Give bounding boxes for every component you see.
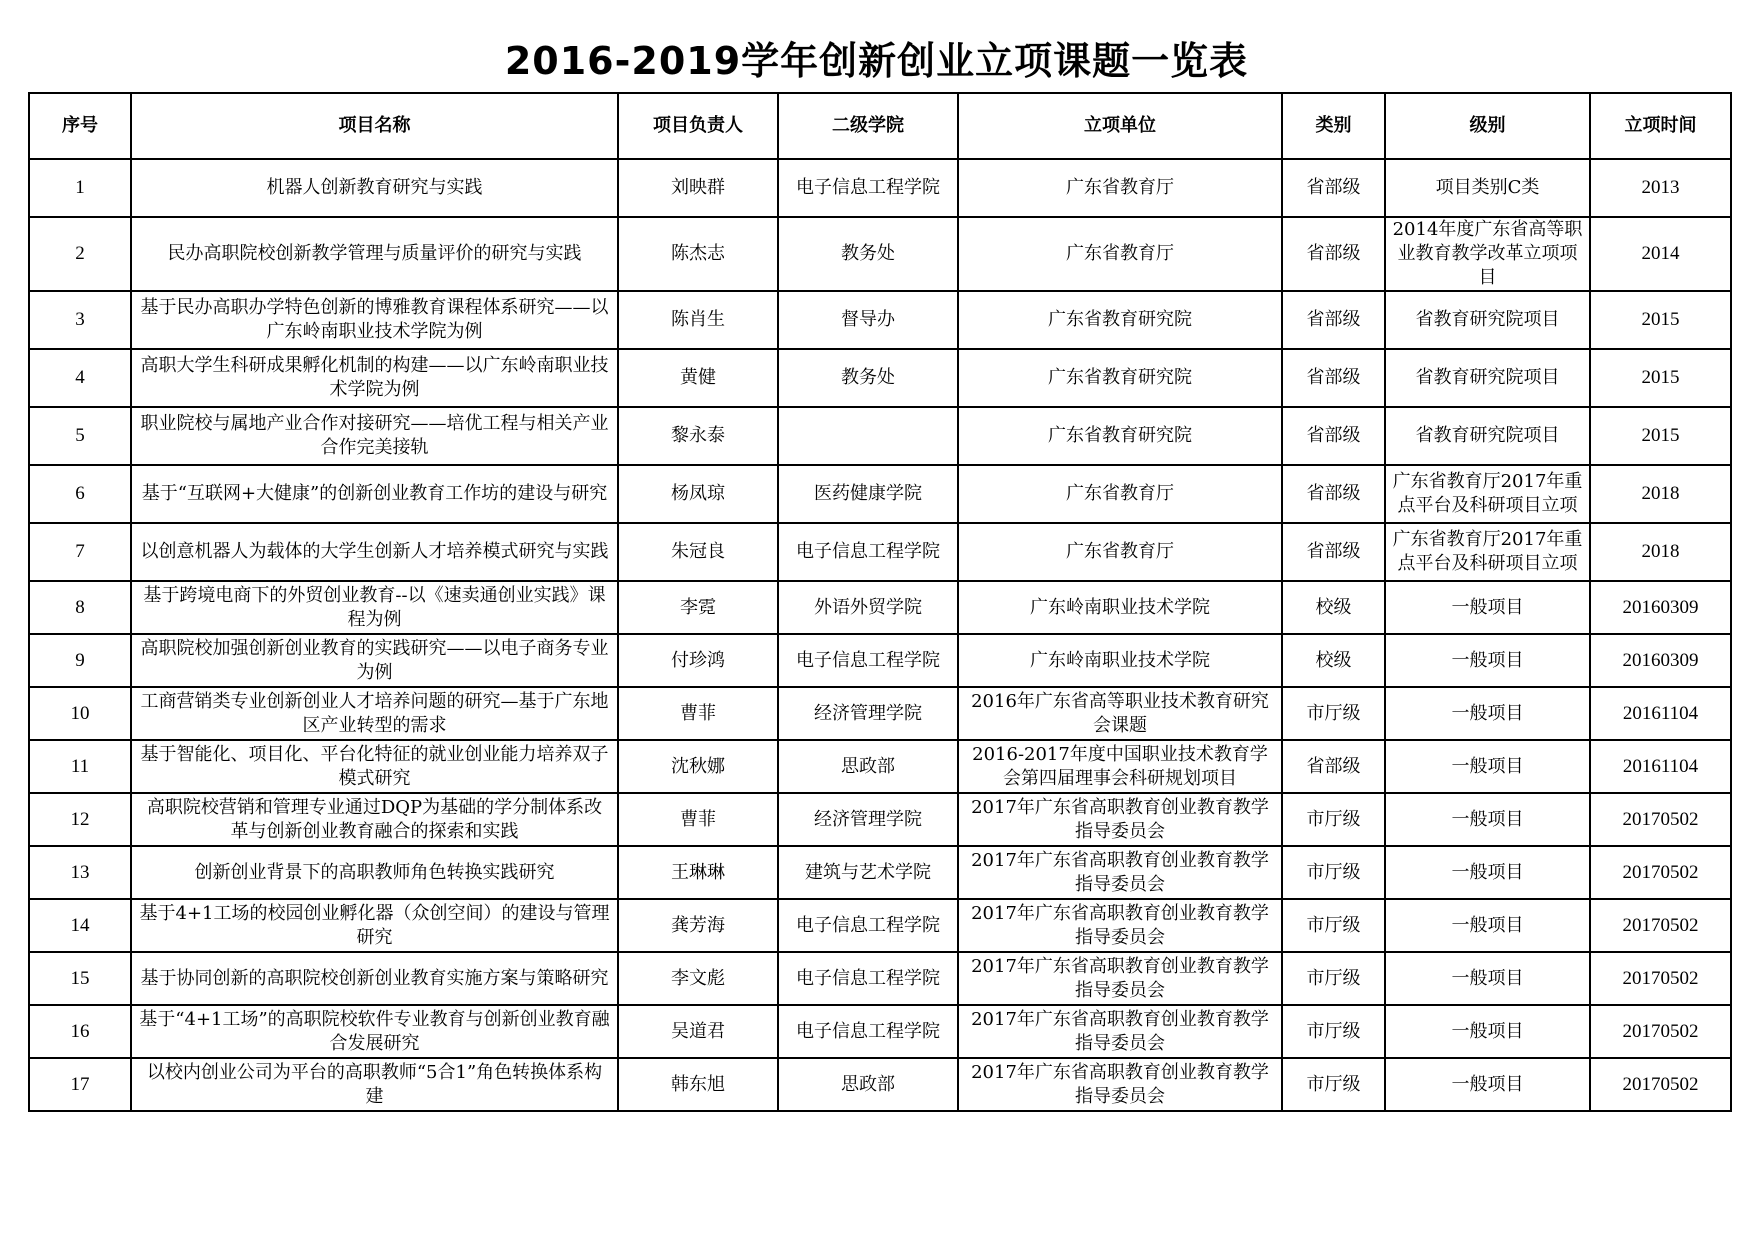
cell-date: 2014 — [1590, 217, 1731, 291]
cell-unit: 2017年广东省高职教育创业教育教学指导委员会 — [958, 899, 1282, 952]
header-row — [29, 93, 1731, 159]
table-body — [29, 159, 1731, 1111]
header-level: 级别 — [1385, 93, 1590, 159]
cell-unit: 2016年广东省高等职业技术教育研究会课题 — [958, 687, 1282, 740]
cell-date: 20170502 — [1590, 1005, 1731, 1058]
cell-unit: 2017年广东省高职教育创业教育教学指导委员会 — [958, 846, 1282, 899]
header-leader: 项目负责人 — [618, 93, 778, 159]
cell-level: 省教育研究院项目 — [1385, 407, 1590, 465]
table-row — [29, 687, 1731, 740]
cell-category: 省部级 — [1282, 407, 1385, 465]
cell-index: 17 — [29, 1058, 131, 1111]
cell-date: 2015 — [1590, 407, 1731, 465]
cell-unit: 2017年广东省高职教育创业教育教学指导委员会 — [958, 1005, 1282, 1058]
project-table — [28, 92, 1732, 1112]
cell-leader: 陈杰志 — [618, 217, 778, 291]
cell-unit: 2017年广东省高职教育创业教育教学指导委员会 — [958, 952, 1282, 1005]
cell-level: 一般项目 — [1385, 952, 1590, 1005]
cell-unit: 广东省教育研究院 — [958, 407, 1282, 465]
header-college: 二级学院 — [778, 93, 958, 159]
cell-leader: 朱冠良 — [618, 523, 778, 581]
table-row — [29, 1058, 1731, 1111]
cell-leader: 杨凤琼 — [618, 465, 778, 523]
cell-college: 医药健康学院 — [778, 465, 958, 523]
cell-leader: 韩东旭 — [618, 1058, 778, 1111]
cell-date: 20170502 — [1590, 793, 1731, 846]
cell-college: 教务处 — [778, 349, 958, 407]
table-row — [29, 740, 1731, 793]
cell-date: 20160309 — [1590, 581, 1731, 634]
cell-leader: 刘映群 — [618, 159, 778, 217]
cell-date: 20170502 — [1590, 899, 1731, 952]
table-row — [29, 581, 1731, 634]
cell-category: 省部级 — [1282, 740, 1385, 793]
cell-unit: 2017年广东省高职教育创业教育教学指导委员会 — [958, 793, 1282, 846]
cell-index: 16 — [29, 1005, 131, 1058]
cell-unit: 广东岭南职业技术学院 — [958, 634, 1282, 687]
cell-unit: 广东省教育研究院 — [958, 349, 1282, 407]
table-row — [29, 1005, 1731, 1058]
cell-level: 一般项目 — [1385, 581, 1590, 634]
cell-date: 20161104 — [1590, 687, 1731, 740]
cell-college: 电子信息工程学院 — [778, 1005, 958, 1058]
cell-project-name: 基于协同创新的高职院校创新创业教育实施方案与策略研究 — [131, 952, 618, 1005]
cell-level: 省教育研究院项目 — [1385, 291, 1590, 349]
table-row — [29, 217, 1731, 291]
cell-date: 2018 — [1590, 465, 1731, 523]
cell-category: 市厅级 — [1282, 1058, 1385, 1111]
cell-project-name: 民办高职院校创新教学管理与质量评价的研究与实践 — [131, 217, 618, 291]
cell-unit: 广东岭南职业技术学院 — [958, 581, 1282, 634]
cell-level: 广东省教育厅2017年重点平台及科研项目立项 — [1385, 465, 1590, 523]
cell-date: 2015 — [1590, 291, 1731, 349]
cell-college: 思政部 — [778, 740, 958, 793]
cell-category: 市厅级 — [1282, 1005, 1385, 1058]
cell-project-name: 基于智能化、项目化、平台化特征的就业创业能力培养双子模式研究 — [131, 740, 618, 793]
cell-index: 3 — [29, 291, 131, 349]
table-row — [29, 465, 1731, 523]
cell-project-name: 基于4+1工场的校园创业孵化器（众创空间）的建设与管理研究 — [131, 899, 618, 952]
cell-category: 省部级 — [1282, 349, 1385, 407]
table-row — [29, 793, 1731, 846]
table-row — [29, 407, 1731, 465]
cell-leader: 黄健 — [618, 349, 778, 407]
cell-project-name: 工商营销类专业创新创业人才培养问题的研究—基于广东地区产业转型的需求 — [131, 687, 618, 740]
cell-category: 市厅级 — [1282, 793, 1385, 846]
page-title: 2016-2019学年创新创业立项课题一览表 — [504, 39, 1249, 83]
cell-leader: 付珍鸿 — [618, 634, 778, 687]
cell-index: 7 — [29, 523, 131, 581]
cell-college: 电子信息工程学院 — [778, 523, 958, 581]
cell-college: 电子信息工程学院 — [778, 159, 958, 217]
cell-project-name: 以创意机器人为载体的大学生创新人才培养模式研究与实践 — [131, 523, 618, 581]
cell-unit: 广东省教育研究院 — [958, 291, 1282, 349]
cell-level: 2014年度广东省高等职业教育教学改革立项项目 — [1385, 217, 1590, 291]
cell-college: 经济管理学院 — [778, 687, 958, 740]
cell-college: 经济管理学院 — [778, 793, 958, 846]
cell-project-name: 高职大学生科研成果孵化机制的构建——以广东岭南职业技术学院为例 — [131, 349, 618, 407]
cell-unit: 广东省教育厅 — [958, 523, 1282, 581]
cell-date: 20170502 — [1590, 846, 1731, 899]
cell-date: 20170502 — [1590, 1058, 1731, 1111]
cell-leader: 黎永泰 — [618, 407, 778, 465]
cell-category: 市厅级 — [1282, 952, 1385, 1005]
table-row — [29, 291, 1731, 349]
table-row — [29, 523, 1731, 581]
cell-index: 10 — [29, 687, 131, 740]
cell-index: 9 — [29, 634, 131, 687]
table-row — [29, 634, 1731, 687]
header-unit: 立项单位 — [958, 93, 1282, 159]
cell-leader: 吴道君 — [618, 1005, 778, 1058]
cell-level: 一般项目 — [1385, 1005, 1590, 1058]
table-row — [29, 159, 1731, 217]
cell-level: 一般项目 — [1385, 740, 1590, 793]
cell-college: 督导办 — [778, 291, 958, 349]
cell-unit: 广东省教育厅 — [958, 217, 1282, 291]
cell-category: 校级 — [1282, 634, 1385, 687]
cell-level: 广东省教育厅2017年重点平台及科研项目立项 — [1385, 523, 1590, 581]
cell-college: 外语外贸学院 — [778, 581, 958, 634]
cell-date: 2013 — [1590, 159, 1731, 217]
cell-project-name: 高职院校加强创新创业教育的实践研究——以电子商务专业为例 — [131, 634, 618, 687]
cell-index: 8 — [29, 581, 131, 634]
cell-project-name: 创新创业背景下的高职教师角色转换实践研究 — [131, 846, 618, 899]
table-row — [29, 349, 1731, 407]
cell-college: 教务处 — [778, 217, 958, 291]
cell-level: 一般项目 — [1385, 1058, 1590, 1111]
table-row — [29, 899, 1731, 952]
header-project-name: 项目名称 — [131, 93, 618, 159]
cell-college — [778, 407, 958, 465]
cell-level: 一般项目 — [1385, 687, 1590, 740]
cell-date: 20160309 — [1590, 634, 1731, 687]
cell-unit: 广东省教育厅 — [958, 159, 1282, 217]
cell-college: 电子信息工程学院 — [778, 952, 958, 1005]
cell-college: 电子信息工程学院 — [778, 634, 958, 687]
cell-level: 一般项目 — [1385, 899, 1590, 952]
cell-index: 13 — [29, 846, 131, 899]
cell-category: 省部级 — [1282, 159, 1385, 217]
table-row — [29, 952, 1731, 1005]
cell-project-name: 高职院校营销和管理专业通过DQP为基础的学分制体系改革与创新创业教育融合的探索和实践 — [131, 793, 618, 846]
cell-level: 一般项目 — [1385, 846, 1590, 899]
cell-college: 建筑与艺术学院 — [778, 846, 958, 899]
cell-index: 6 — [29, 465, 131, 523]
table-row — [29, 846, 1731, 899]
cell-leader: 龚芳海 — [618, 899, 778, 952]
cell-project-name: 基于“互联网+大健康”的创新创业教育工作坊的建设与研究 — [131, 465, 618, 523]
cell-index: 2 — [29, 217, 131, 291]
cell-category: 省部级 — [1282, 465, 1385, 523]
cell-category: 校级 — [1282, 581, 1385, 634]
cell-date: 2018 — [1590, 523, 1731, 581]
cell-unit: 广东省教育厅 — [958, 465, 1282, 523]
cell-college: 电子信息工程学院 — [778, 899, 958, 952]
cell-level: 省教育研究院项目 — [1385, 349, 1590, 407]
cell-unit: 2017年广东省高职教育创业教育教学指导委员会 — [958, 1058, 1282, 1111]
cell-college: 思政部 — [778, 1058, 958, 1111]
cell-level: 一般项目 — [1385, 634, 1590, 687]
cell-level: 项目类别C类 — [1385, 159, 1590, 217]
cell-index: 5 — [29, 407, 131, 465]
cell-unit: 2016-2017年度中国职业技术教育学会第四届理事会科研规划项目 — [958, 740, 1282, 793]
cell-leader: 陈肖生 — [618, 291, 778, 349]
cell-leader: 李霓 — [618, 581, 778, 634]
cell-index: 15 — [29, 952, 131, 1005]
cell-date: 20170502 — [1590, 952, 1731, 1005]
cell-project-name: 机器人创新教育研究与实践 — [131, 159, 618, 217]
cell-category: 省部级 — [1282, 291, 1385, 349]
cell-index: 4 — [29, 349, 131, 407]
header-index: 序号 — [29, 93, 131, 159]
header-category: 类别 — [1282, 93, 1385, 159]
cell-project-name: 职业院校与属地产业合作对接研究——培优工程与相关产业合作完美接轨 — [131, 407, 618, 465]
cell-leader: 王琳琳 — [618, 846, 778, 899]
cell-index: 11 — [29, 740, 131, 793]
cell-index: 1 — [29, 159, 131, 217]
cell-category: 市厅级 — [1282, 846, 1385, 899]
cell-leader: 李文彪 — [618, 952, 778, 1005]
cell-project-name: 基于跨境电商下的外贸创业教育--以《速卖通创业实践》课程为例 — [131, 581, 618, 634]
header-date: 立项时间 — [1590, 93, 1731, 159]
cell-category: 省部级 — [1282, 523, 1385, 581]
cell-index: 14 — [29, 899, 131, 952]
cell-category: 市厅级 — [1282, 687, 1385, 740]
cell-project-name: 以校内创业公司为平台的高职教师“5合1”角色转换体系构建 — [131, 1058, 618, 1111]
cell-category: 省部级 — [1282, 217, 1385, 291]
cell-date: 2015 — [1590, 349, 1731, 407]
cell-project-name: 基于“4+1工场”的高职院校软件专业教育与创新创业教育融合发展研究 — [131, 1005, 618, 1058]
cell-date: 20161104 — [1590, 740, 1731, 793]
cell-leader: 沈秋娜 — [618, 740, 778, 793]
cell-category: 市厅级 — [1282, 899, 1385, 952]
cell-leader: 曹菲 — [618, 687, 778, 740]
cell-index: 12 — [29, 793, 131, 846]
cell-level: 一般项目 — [1385, 793, 1590, 846]
cell-project-name: 基于民办高职办学特色创新的博雅教育课程体系研究——以广东岭南职业技术学院为例 — [131, 291, 618, 349]
cell-leader: 曹菲 — [618, 793, 778, 846]
